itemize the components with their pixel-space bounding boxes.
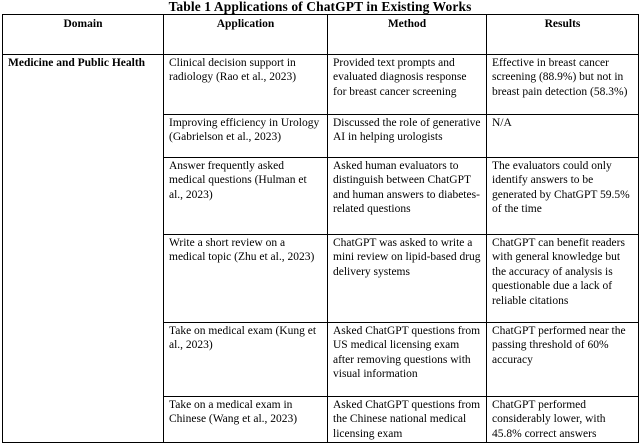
application-cell: Take on medical exam (Kung et al., 2023) (164, 323, 328, 397)
domain-cell: Medicine and Public Health (3, 55, 164, 443)
header-row (3, 15, 639, 55)
application-cell: Improving efficiency in Urology (Gabrielson et al., 2023) (164, 115, 328, 158)
table-row (3, 55, 639, 115)
method-cell: Asked ChatGPT questions from US medical licensing exam after removing questions with visual information (328, 323, 487, 397)
application-cell: Answer frequently asked medical questions (Hulman et al., 2023) (164, 158, 328, 235)
table-header (3, 15, 639, 55)
method-cell: Provided text prompts and evaluated diagnosis response for breast cancer screening (328, 55, 487, 115)
col-header-results: Results (487, 15, 639, 55)
method-cell: Asked ChatGPT questions from the Chinese national medical licensing exam (328, 397, 487, 443)
table-body (3, 55, 639, 443)
results-cell: ChatGPT can benefit readers with general knowledge but the accuracy of analysis is questionable due a lack of reliable citations (487, 235, 639, 323)
results-cell: ChatGPT performed near the passing threshold of 60% accuracy (487, 323, 639, 397)
results-cell: ChatGPT performed considerably lower, with 45.8% correct answers (487, 397, 639, 443)
method-cell: Asked human evaluators to distinguish between ChatGPT and human answers to diabetes-related questions (328, 158, 487, 235)
results-cell: Effective in breast cancer screening (88.9%) but not in breast pain detection (58.3%) (487, 55, 639, 115)
results-cell: The evaluators could only identify answers to be generated by ChatGPT 59.5% of the time (487, 158, 639, 235)
table-title: Table 1 Applications of ChatGPT in Existing Works (168, 0, 472, 14)
method-cell: Discussed the role of generative AI in helping urologists (328, 115, 487, 158)
col-header-domain: Domain (3, 15, 164, 55)
results-cell: N/A (487, 115, 639, 158)
col-header-application: Application (164, 15, 328, 55)
application-cell: Write a short review on a medical topic (Zhu et al., 2023) (164, 235, 328, 323)
applications-table (2, 14, 639, 443)
application-cell: Clinical decision support in radiology (Rao et al., 2023) (164, 55, 328, 115)
application-cell: Take on a medical exam in Chinese (Wang et al., 2023) (164, 397, 328, 443)
col-header-method: Method (328, 15, 487, 55)
method-cell: ChatGPT was asked to write a mini review on lipid-based drug delivery systems (328, 235, 487, 323)
